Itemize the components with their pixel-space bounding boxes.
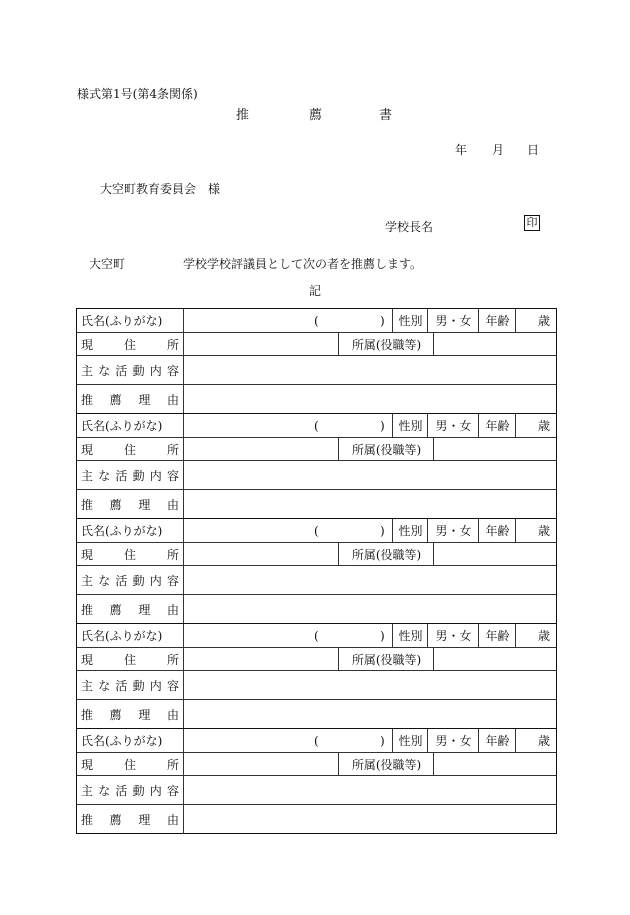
affiliation-field[interactable]	[433, 648, 556, 671]
activities-label-char: 主	[81, 364, 94, 378]
ki-marker: 記	[309, 284, 322, 298]
address-label-char: 住	[123, 758, 136, 772]
activities-label-char: な	[98, 784, 111, 798]
activities-field[interactable]	[183, 566, 556, 595]
activities-label-char: 内	[149, 364, 162, 378]
title-char: 書	[379, 108, 393, 123]
age-field[interactable]: 歳	[515, 309, 556, 332]
age-label: 年齢	[478, 309, 516, 332]
gender-label: 性別	[392, 414, 428, 437]
age-label: 年齢	[478, 729, 516, 752]
activities-label-char: な	[98, 469, 111, 483]
reason-label-char: 推	[81, 813, 94, 827]
date-year: 年	[455, 143, 468, 157]
address-row	[77, 332, 556, 356]
title-char: 推	[236, 108, 250, 123]
reason-field[interactable]	[183, 805, 556, 834]
age-field[interactable]: 歳	[515, 624, 556, 647]
name-row	[77, 729, 556, 752]
activities-row	[77, 565, 556, 595]
paren-open: (	[314, 418, 319, 433]
activities-row	[77, 670, 556, 700]
activities-label-char: な	[98, 364, 111, 378]
reason-label-char: 薦	[109, 708, 122, 722]
principal-name-label: 学校長名	[385, 220, 434, 234]
affiliation-field[interactable]	[433, 333, 556, 356]
age-label: 年齢	[478, 519, 516, 542]
reason-label	[77, 805, 183, 834]
gender-options[interactable]: 男・女	[427, 309, 479, 332]
activities-label-char: 動	[132, 364, 145, 378]
paren-close: )	[380, 628, 385, 643]
entry-block	[76, 413, 557, 518]
address-label	[77, 753, 183, 776]
address-label	[77, 648, 183, 671]
activities-label-char: 内	[149, 679, 162, 693]
reason-label-char: 薦	[109, 393, 122, 407]
activities-label-char: 容	[166, 679, 179, 693]
address-label-char: 住	[123, 443, 136, 457]
activities-label-char: 容	[166, 364, 179, 378]
reason-row	[77, 489, 556, 519]
affiliation-field[interactable]	[433, 438, 556, 461]
gender-label: 性別	[392, 729, 428, 752]
activities-label-char: 動	[132, 784, 145, 798]
address-label	[77, 333, 183, 356]
recommendation-table	[76, 308, 557, 834]
address-row	[77, 647, 556, 671]
paren-open: (	[314, 733, 319, 748]
address-field[interactable]	[183, 438, 339, 461]
entry-block	[76, 623, 557, 728]
address-label	[77, 438, 183, 461]
address-label-char: 現	[81, 443, 94, 457]
age-field[interactable]: 歳	[515, 729, 556, 752]
activities-label-char: 活	[115, 679, 128, 693]
reason-label-char: 由	[166, 813, 179, 827]
address-label	[77, 543, 183, 566]
address-label-char: 所	[166, 338, 179, 352]
gender-label: 性別	[392, 624, 428, 647]
activities-label	[77, 356, 183, 385]
gender-label: 性別	[392, 309, 428, 332]
reason-field[interactable]	[183, 385, 556, 414]
activities-label-char: 内	[149, 784, 162, 798]
age-field[interactable]: 歳	[515, 519, 556, 542]
address-label-char: 所	[166, 548, 179, 562]
address-label-char: 現	[81, 758, 94, 772]
activities-label-char: 動	[132, 574, 145, 588]
affiliation-field[interactable]	[433, 543, 556, 566]
reason-label-char: 理	[138, 813, 151, 827]
address-field[interactable]	[183, 543, 339, 566]
paren-close: )	[380, 523, 385, 538]
activities-label-char: 活	[115, 364, 128, 378]
name-field[interactable]	[183, 519, 393, 542]
address-row	[77, 437, 556, 461]
address-field[interactable]	[183, 648, 339, 671]
reason-label-char: 推	[81, 393, 94, 407]
name-row	[77, 624, 556, 647]
address-label-char: 所	[166, 443, 179, 457]
affiliation-field[interactable]	[433, 753, 556, 776]
reason-label-char: 由	[166, 498, 179, 512]
reason-label	[77, 385, 183, 414]
reason-label-char: 推	[81, 603, 94, 617]
activities-label-char: 活	[115, 784, 128, 798]
address-row	[77, 752, 556, 776]
address-label-char: 現	[81, 653, 94, 667]
reason-field[interactable]	[183, 490, 556, 519]
name-field[interactable]	[183, 414, 393, 437]
activities-label-char: 内	[149, 574, 162, 588]
reason-label	[77, 490, 183, 519]
reason-label-char: 由	[166, 708, 179, 722]
affiliation-label: 所属(役職等)	[338, 333, 434, 356]
addressee: 大空町教育委員会 様	[100, 182, 221, 196]
activities-label	[77, 566, 183, 595]
activities-label-char: 動	[132, 679, 145, 693]
address-label-char: 所	[166, 653, 179, 667]
paren-open: (	[314, 313, 319, 328]
activities-label-char: 動	[132, 469, 145, 483]
entry-block	[76, 728, 557, 834]
reason-field[interactable]	[183, 700, 556, 729]
affiliation-label: 所属(役職等)	[338, 438, 434, 461]
address-label-char: 所	[166, 758, 179, 772]
reason-row	[77, 384, 556, 414]
reason-label	[77, 595, 183, 624]
name-label: 氏名(ふりがな)	[81, 629, 163, 643]
gender-label: 性別	[392, 519, 428, 542]
name-field[interactable]	[183, 729, 393, 752]
activities-label-char: 主	[81, 469, 94, 483]
date-month: 月	[492, 143, 505, 157]
activities-label-char: 容	[166, 574, 179, 588]
gender-options[interactable]: 男・女	[427, 414, 479, 437]
reason-label-char: 薦	[109, 498, 122, 512]
activities-label-char: な	[98, 679, 111, 693]
entry-block	[76, 308, 557, 413]
form-number: 様式第1号(第4条関係)	[77, 87, 198, 101]
reason-row	[77, 594, 556, 624]
paren-open: (	[314, 628, 319, 643]
name-row	[77, 309, 556, 332]
activities-row	[77, 775, 556, 805]
activities-label-char: 内	[149, 469, 162, 483]
activities-label-char: 活	[115, 574, 128, 588]
address-field[interactable]	[183, 753, 339, 776]
recommendation-statement: 学校学校評議員として次の者を推薦します。	[183, 257, 423, 271]
activities-label-char: 主	[81, 679, 94, 693]
activities-label-char: 主	[81, 784, 94, 798]
address-label-char: 住	[123, 653, 136, 667]
reason-row	[77, 699, 556, 729]
seal-mark: 印	[524, 215, 540, 231]
affiliation-label: 所属(役職等)	[338, 543, 434, 566]
paren-close: )	[380, 733, 385, 748]
activities-label-char: 容	[166, 469, 179, 483]
address-label-char: 住	[123, 338, 136, 352]
address-field[interactable]	[183, 333, 339, 356]
activities-label-char: 活	[115, 469, 128, 483]
activities-label-char: な	[98, 574, 111, 588]
reason-label-char: 推	[81, 708, 94, 722]
entry-block	[76, 518, 557, 623]
reason-label-char: 理	[138, 498, 151, 512]
reason-label-char: 理	[138, 603, 151, 617]
name-row	[77, 414, 556, 437]
activities-field[interactable]	[183, 461, 556, 490]
activities-field[interactable]	[183, 776, 556, 805]
activities-row	[77, 355, 556, 385]
activities-label	[77, 776, 183, 805]
name-label: 氏名(ふりがな)	[81, 734, 163, 748]
activities-field[interactable]	[183, 356, 556, 385]
paren-close: )	[380, 313, 385, 328]
address-label-char: 現	[81, 338, 94, 352]
name-label: 氏名(ふりがな)	[81, 524, 163, 538]
gender-options[interactable]: 男・女	[427, 519, 479, 542]
name-label: 氏名(ふりがな)	[81, 314, 163, 328]
address-label-char: 住	[123, 548, 136, 562]
name-field[interactable]	[183, 624, 393, 647]
name-field[interactable]	[183, 309, 393, 332]
reason-label-char: 理	[138, 708, 151, 722]
paren-close: )	[380, 418, 385, 433]
gender-options[interactable]: 男・女	[427, 624, 479, 647]
activities-label-char: 容	[166, 784, 179, 798]
reason-label	[77, 700, 183, 729]
reason-label-char: 由	[166, 603, 179, 617]
reason-row	[77, 804, 556, 834]
reason-label-char: 薦	[109, 813, 122, 827]
reason-label-char: 薦	[109, 603, 122, 617]
address-label-char: 現	[81, 548, 94, 562]
gender-options[interactable]: 男・女	[427, 729, 479, 752]
name-row	[77, 519, 556, 542]
activities-row	[77, 460, 556, 490]
age-label: 年齢	[478, 624, 516, 647]
paren-open: (	[314, 523, 319, 538]
activities-label	[77, 671, 183, 700]
affiliation-label: 所属(役職等)	[338, 648, 434, 671]
reason-label-char: 由	[166, 393, 179, 407]
activities-field[interactable]	[183, 671, 556, 700]
town-name: 大空町	[89, 257, 126, 271]
activities-label	[77, 461, 183, 490]
date-day: 日	[527, 143, 540, 157]
reason-field[interactable]	[183, 595, 556, 624]
affiliation-label: 所属(役職等)	[338, 753, 434, 776]
activities-label-char: 主	[81, 574, 94, 588]
name-label: 氏名(ふりがな)	[81, 419, 163, 433]
age-field[interactable]: 歳	[515, 414, 556, 437]
reason-label-char: 理	[138, 393, 151, 407]
age-label: 年齢	[478, 414, 516, 437]
title-char: 薦	[309, 108, 323, 123]
reason-label-char: 推	[81, 498, 94, 512]
address-row	[77, 542, 556, 566]
